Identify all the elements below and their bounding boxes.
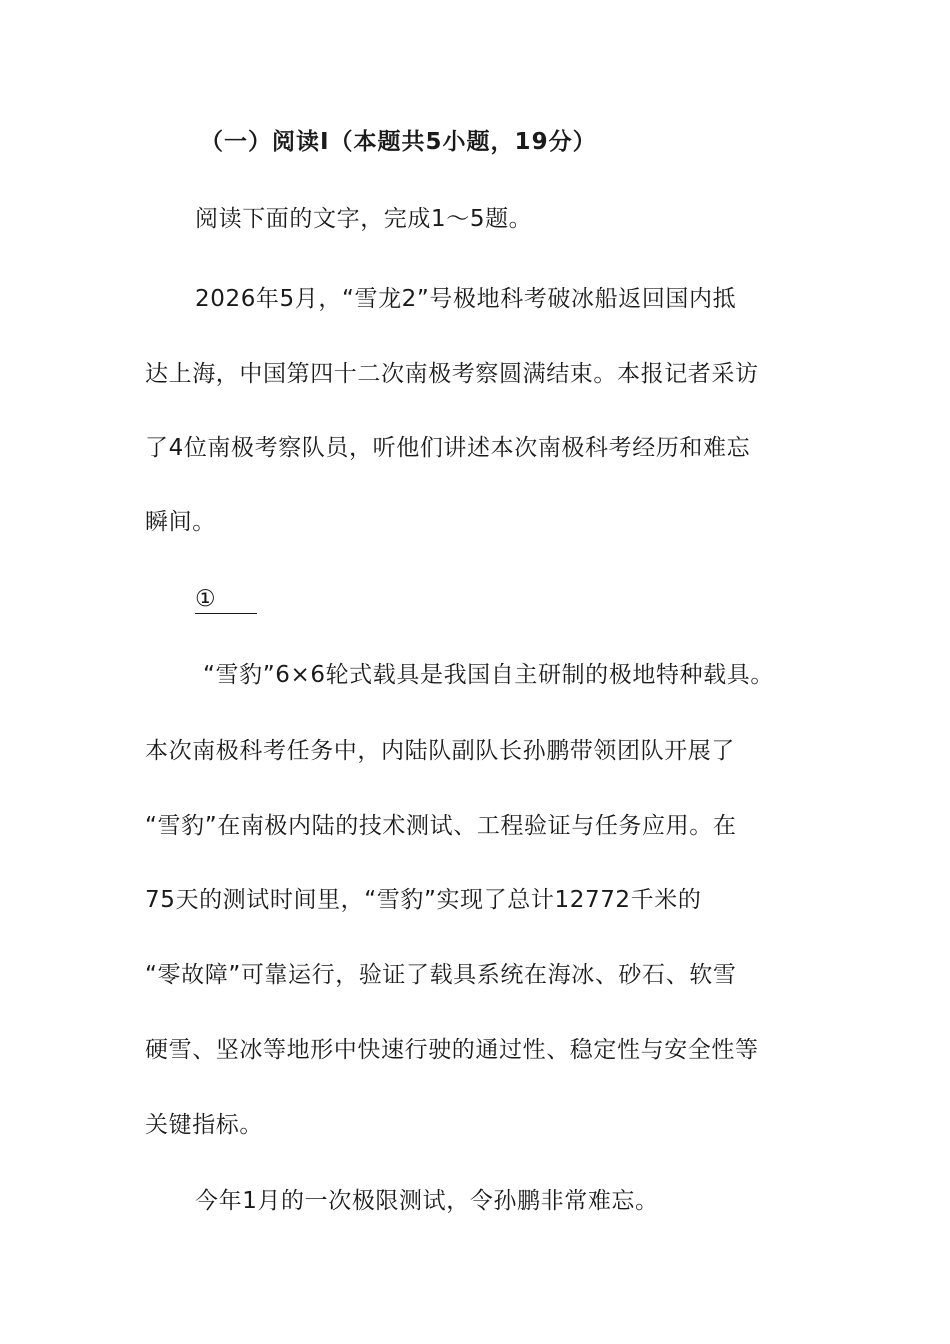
body-line-1: “雪豹”6×6轮式载具是我国自主研制的极地特种载具。	[203, 662, 774, 688]
intro-line-1: 2026年5月，“雪龙2”号极地科考破冰船返回国内抵	[195, 286, 737, 312]
reading-instruction: 阅读下面的文字，完成1～5题。	[195, 206, 533, 232]
subtitle-blank-label: ①	[195, 585, 257, 614]
paragraph-line: 今年1月的一次极限测试，令孙鹏非常难忘。	[195, 1188, 659, 1214]
body-line-5: “零故障”可靠运行，验证了载具系统在海冰、砂石、软雪	[145, 962, 737, 988]
intro-line-4: 瞬间。	[145, 509, 216, 535]
body-line-3: “雪豹”在南极内陆的技术测试、工程验证与任务应用。在	[145, 813, 737, 839]
body-line-2: 本次南极科考任务中，内陆队副队长孙鹏带领团队开展了	[145, 738, 735, 764]
body-line-6: 硬雪、坚冰等地形中快速行驶的通过性、稳定性与安全性等	[145, 1037, 759, 1063]
body-line-4: 75天的测试时间里，“雪豹”实现了总计12772千米的	[145, 887, 702, 913]
body-line-7: 关键指标。	[145, 1112, 263, 1138]
intro-line-3: 了4位南极考察队员，听他们讲述本次南极科考经历和难忘	[145, 435, 751, 461]
subtitle-blank	[195, 584, 860, 614]
intro-line-2: 达上海，中国第四十二次南极考察圆满结束。本报记者采访	[145, 361, 759, 387]
section-heading: （一）阅读Ⅰ（本题共5小题，19分）	[200, 129, 597, 155]
